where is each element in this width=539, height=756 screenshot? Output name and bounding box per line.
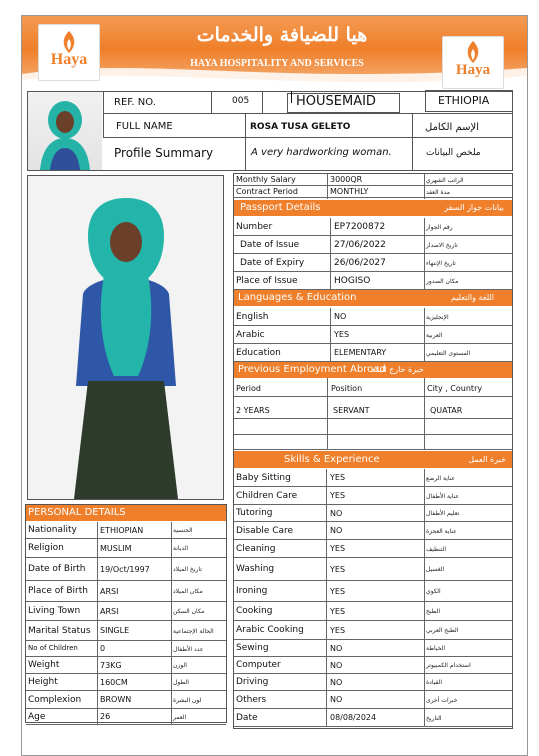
personal-value: 19/Oct/1997 — [100, 564, 150, 574]
employment-col-line-1 — [327, 378, 328, 450]
skill-value: NO — [330, 677, 343, 687]
personal-title: PERSONAL DETAILS — [28, 507, 126, 518]
skill-arabic-label: عناية العجزة — [426, 527, 457, 535]
ref-divider — [211, 92, 212, 114]
language-col-line — [424, 326, 425, 344]
skill-label: Others — [236, 694, 267, 705]
personal-col-line — [97, 539, 98, 558]
language-col-line — [424, 308, 425, 326]
personal-col-line — [171, 621, 172, 641]
skill-label: Baby Sitting — [236, 472, 291, 483]
skill-col-line — [424, 581, 425, 602]
skill-col-line — [326, 505, 327, 522]
employment-title-ar: خبرة خارج البلاد — [371, 365, 424, 374]
contract-arabic-label: مدة العقد — [426, 188, 450, 196]
personal-col-line — [171, 709, 172, 725]
skill-arabic-label: الخياطة — [426, 645, 445, 652]
personal-label: Height — [28, 677, 58, 687]
personal-value: ETHIOPIAN — [100, 525, 144, 535]
skill-col-line — [424, 558, 425, 581]
passport-col-line — [330, 272, 331, 290]
skill-arabic-label: الغسيل — [426, 566, 445, 573]
skill-value: NO — [330, 643, 343, 653]
personal-row — [26, 539, 226, 558]
personal-row — [26, 602, 226, 621]
personal-arabic-label: مكان السكن — [173, 608, 205, 615]
personal-value: 73KG — [100, 660, 122, 670]
personal-col-line — [97, 657, 98, 674]
skill-label: Disable Care — [236, 525, 294, 536]
personal-col-line — [97, 581, 98, 602]
skill-arabic-label: القيادة — [426, 679, 442, 686]
employment-row-line — [234, 418, 512, 419]
passport-value: 27/06/2022 — [334, 240, 386, 250]
skill-col-line — [326, 640, 327, 657]
skill-label: Sewing — [236, 643, 269, 653]
personal-col-line — [171, 641, 172, 657]
name-divider — [245, 114, 246, 170]
skill-arabic-label: تعليم الأطفال — [426, 510, 460, 517]
skill-row — [234, 505, 512, 522]
language-row — [234, 308, 512, 326]
skill-row — [234, 602, 512, 621]
languages-title-ar: اللغة والتعليم — [450, 293, 494, 302]
personal-arabic-label: الطول — [173, 679, 189, 686]
employment-row-line — [234, 434, 512, 435]
language-label: English — [236, 311, 269, 322]
full-name-value: ROSA TUSA GELETO — [250, 122, 351, 132]
profile-photo-large — [27, 175, 224, 500]
skill-value: YES — [330, 491, 346, 500]
skill-col-line — [424, 657, 425, 674]
skills-title: Skills & Experience — [284, 454, 380, 465]
skill-arabic-label: استخدام الكمبيوتر — [426, 662, 471, 669]
personal-col-line — [171, 522, 172, 539]
employment-col-line-2 — [424, 378, 425, 450]
passport-value: HOGISO — [334, 276, 371, 286]
personal-label: Place of Birth — [28, 586, 88, 596]
passport-value: 26/06/2027 — [334, 258, 386, 268]
personal-row — [26, 709, 226, 725]
skill-col-line — [424, 640, 425, 657]
logo-text: Haya — [50, 51, 88, 68]
contract-col-line — [424, 174, 425, 186]
passport-col-line — [424, 218, 425, 236]
language-row — [234, 326, 512, 344]
skill-arabic-label: الكوي — [426, 588, 441, 595]
personal-value: 0 — [100, 644, 106, 653]
skill-row — [234, 621, 512, 640]
personal-value: BROWN — [100, 695, 132, 704]
skill-label: Children Care — [236, 490, 298, 501]
skill-arabic-label: الطبخ — [426, 608, 441, 615]
personal-col-line — [97, 709, 98, 725]
skill-row — [234, 540, 512, 558]
passport-title-ar: بيانات جواز السفر — [444, 203, 504, 212]
country-value: ETHIOPIA — [438, 94, 490, 107]
personal-col-line — [171, 602, 172, 621]
skill-row — [234, 487, 512, 505]
language-value: YES — [334, 330, 350, 339]
personal-col-line — [171, 674, 172, 691]
company-logo-right — [442, 36, 504, 89]
ref-label: REF. NO. — [114, 97, 156, 108]
personal-col-line — [97, 621, 98, 641]
skill-col-line — [424, 469, 425, 487]
skill-row — [234, 640, 512, 657]
personal-col-line — [97, 691, 98, 709]
full-name-label: FULL NAME — [116, 121, 173, 132]
skill-row — [234, 709, 512, 727]
skill-col-line — [326, 621, 327, 640]
language-value: NO — [334, 312, 347, 321]
personal-value: ARSI — [100, 586, 119, 596]
employment-title: Previous Employment Abroad — [238, 364, 386, 375]
language-value: ELEMENTARY — [334, 348, 387, 357]
personal-arabic-label: عدد الأطفال — [173, 645, 204, 653]
skill-arabic-label: خبرات أخرى — [426, 696, 458, 704]
personal-col-line — [97, 558, 98, 581]
contract-col-line — [424, 186, 425, 198]
skill-label: Arabic Cooking — [236, 625, 304, 635]
skill-value: NO — [330, 526, 343, 535]
passport-label: Date of Expiry — [240, 257, 305, 268]
skill-row — [234, 674, 512, 691]
personal-col-line — [97, 641, 98, 657]
skill-value: 08/08/2024 — [330, 713, 377, 722]
skill-row — [234, 522, 512, 540]
text-cursor — [291, 91, 292, 103]
language-col-line — [330, 326, 331, 344]
employment-position: SERVANT — [333, 406, 370, 415]
skill-col-line — [424, 602, 425, 621]
skill-value: YES — [330, 544, 346, 553]
personal-value: 26 — [100, 712, 111, 721]
passport-section-header — [234, 200, 512, 216]
language-col-line — [424, 344, 425, 362]
passport-arabic-label: تاريخ الإنتهاء — [426, 259, 456, 267]
employment-section-header — [234, 362, 512, 378]
passport-value: EP7200872 — [334, 222, 386, 232]
personal-value: SINGLE — [100, 626, 130, 635]
skill-col-line — [326, 540, 327, 558]
contract-label: Contract Period — [236, 187, 298, 196]
skills-title-ar: خبرة العمل — [468, 455, 506, 464]
employment-period: 2 YEARS — [236, 406, 270, 415]
skill-label: Date — [236, 712, 258, 723]
personal-value: 160CM — [100, 677, 128, 687]
personal-label: Weight — [28, 660, 60, 670]
languages-title: Languages & Education — [238, 292, 357, 303]
languages-section-header — [234, 290, 512, 306]
personal-row — [26, 657, 226, 674]
skill-value: YES — [330, 564, 346, 574]
language-arabic-label: الإنجليزية — [426, 313, 449, 321]
skill-label: Tutoring — [236, 508, 273, 518]
skill-col-line — [326, 602, 327, 621]
personal-arabic-label: الجنسية — [173, 527, 193, 534]
skill-col-line — [424, 505, 425, 522]
personal-row — [26, 558, 226, 581]
person-silhouette-large — [28, 176, 223, 499]
skill-value: YES — [330, 586, 346, 596]
language-row — [234, 344, 512, 362]
contract-row — [234, 174, 512, 186]
passport-col-line — [330, 236, 331, 254]
personal-label: Marital Status — [28, 625, 91, 636]
skill-col-line — [326, 657, 327, 674]
skill-row — [234, 558, 512, 581]
person-silhouette — [28, 92, 102, 170]
skill-label: Computer — [236, 660, 281, 670]
skill-col-line — [326, 558, 327, 581]
skill-col-line — [424, 522, 425, 540]
contract-arabic-label: الراتب الشهري — [426, 176, 464, 184]
skill-row — [234, 657, 512, 674]
contract-col-line — [327, 186, 328, 198]
passport-arabic-label: مكان الصدور — [426, 277, 459, 285]
employment-header-city-country: City , Country — [427, 384, 483, 393]
skill-col-line — [424, 540, 425, 558]
personal-col-line — [171, 691, 172, 709]
profile-summary-label: Profile Summary — [114, 146, 214, 160]
personal-value: ARSI — [100, 606, 119, 616]
language-col-line — [330, 308, 331, 326]
name-divider-right — [412, 114, 413, 170]
header-english-title: HAYA HOSPITALITY AND SERVICES — [190, 58, 364, 69]
skill-row — [234, 691, 512, 709]
personal-row — [26, 581, 226, 602]
skill-arabic-label: عناية الرضع — [426, 474, 456, 482]
passport-row — [234, 236, 512, 254]
personal-col-line — [97, 602, 98, 621]
profile-photo-small — [28, 92, 102, 170]
employment-table — [234, 378, 512, 450]
skill-value: YES — [330, 473, 346, 482]
profile-summary-ar: ملخص البيانات — [426, 148, 481, 158]
ref-value-box-right — [262, 92, 263, 114]
personal-label: Complexion — [28, 694, 82, 705]
personal-arabic-label: الديانة — [173, 545, 189, 552]
contract-value: 3000QR — [330, 175, 363, 184]
skill-row — [234, 469, 512, 487]
personal-label: Nationality — [28, 525, 77, 535]
skill-value: YES — [330, 606, 346, 616]
language-col-line — [330, 344, 331, 362]
personal-arabic-label: الحالة الإجتماعية — [173, 627, 214, 635]
personal-label: Date of Birth — [28, 564, 86, 574]
skill-col-line — [326, 691, 327, 709]
passport-col-line — [330, 218, 331, 236]
skill-col-line — [326, 709, 327, 727]
passport-label: Place of Issue — [236, 275, 298, 286]
personal-col-line — [97, 522, 98, 539]
skill-value: NO — [330, 695, 343, 704]
logo-text: Haya — [455, 62, 491, 78]
employment-row-line — [234, 449, 512, 450]
passport-arabic-label: رقم الجواز — [426, 223, 453, 231]
skill-value: YES — [330, 625, 346, 635]
skill-arabic-label: الطبخ العربي — [426, 627, 459, 634]
personal-section-header — [26, 505, 226, 521]
skill-value: NO — [330, 508, 343, 518]
personal-col-line — [171, 581, 172, 602]
personal-row — [26, 621, 226, 641]
personal-arabic-label: مكان الميلاد — [173, 588, 203, 595]
language-label: Education — [236, 347, 281, 358]
profile-summary-value: A very hardworking woman. — [251, 147, 392, 158]
passport-row — [234, 218, 512, 236]
skill-arabic-label: التنظيف — [426, 545, 447, 553]
personal-row — [26, 522, 226, 539]
employment-header-period: Period — [236, 384, 261, 393]
skill-col-line — [326, 522, 327, 540]
personal-col-line — [171, 558, 172, 581]
personal-value: MUSLIM — [100, 543, 132, 553]
skill-arabic-label: عناية الأطفال — [426, 492, 460, 500]
skills-section-header — [234, 451, 512, 468]
passport-col-line — [424, 254, 425, 272]
skill-col-line — [326, 581, 327, 602]
passport-col-line — [330, 254, 331, 272]
employment-header-position: Position — [331, 384, 363, 393]
contract-value: MONTHLY — [330, 187, 369, 196]
contract-col-line — [327, 174, 328, 186]
personal-arabic-label: الوزن — [173, 662, 187, 669]
skill-col-line — [424, 487, 425, 505]
contract-label: Monthly Salary — [236, 175, 296, 184]
passport-col-line — [424, 272, 425, 290]
skill-label: Cleaning — [236, 543, 276, 554]
position-value: HOUSEMAID — [296, 94, 376, 109]
skill-col-line — [326, 469, 327, 487]
skill-col-line — [326, 674, 327, 691]
employment-row-line — [234, 396, 512, 397]
personal-label: Religion — [28, 543, 64, 553]
full-name-ar: الإسم الكامل — [425, 122, 480, 133]
employment-city-country: QUATAR — [430, 406, 463, 415]
passport-row — [234, 254, 512, 272]
skill-label: Driving — [236, 677, 269, 687]
passport-label: Date of Issue — [240, 239, 300, 250]
personal-arabic-label: تاريخ الميلاد — [173, 566, 202, 573]
personal-label: No of Children — [28, 643, 78, 652]
personal-label: Age — [28, 711, 46, 722]
personal-arabic-label: العمر — [173, 713, 187, 721]
skill-col-line — [424, 691, 425, 709]
passport-title: Passport Details — [240, 202, 321, 213]
personal-arabic-label: لون البشرة — [173, 696, 202, 704]
language-arabic-label: العربية — [426, 331, 443, 339]
skill-col-line — [424, 621, 425, 640]
passport-arabic-label: تاريخ الاصدار — [426, 241, 458, 249]
company-logo-left — [38, 24, 100, 81]
personal-row — [26, 641, 226, 657]
passport-label: Number — [236, 221, 273, 232]
personal-col-line — [171, 539, 172, 558]
skill-label: Cooking — [236, 606, 273, 616]
personal-col-line — [171, 657, 172, 674]
language-arabic-label: المستوى التعليمي — [426, 349, 471, 357]
skill-col-line — [424, 674, 425, 691]
skill-row — [234, 581, 512, 602]
personal-col-line — [97, 674, 98, 691]
skill-col-line — [326, 487, 327, 505]
header-arabic-title: هيا للضيافة والخدمات — [196, 24, 368, 46]
skill-value: NO — [330, 660, 343, 670]
passport-row — [234, 272, 512, 290]
personal-row — [26, 691, 226, 709]
personal-label: Living Town — [28, 606, 81, 616]
skill-label: Washing — [236, 564, 275, 574]
ref-value: 005 — [232, 96, 250, 106]
passport-col-line — [424, 236, 425, 254]
skill-arabic-label: التاريخ — [426, 714, 442, 722]
skill-label: Ironing — [236, 586, 268, 596]
contract-row — [234, 186, 512, 198]
language-label: Arabic — [236, 329, 265, 340]
personal-row — [26, 674, 226, 691]
skill-col-line — [424, 709, 425, 727]
